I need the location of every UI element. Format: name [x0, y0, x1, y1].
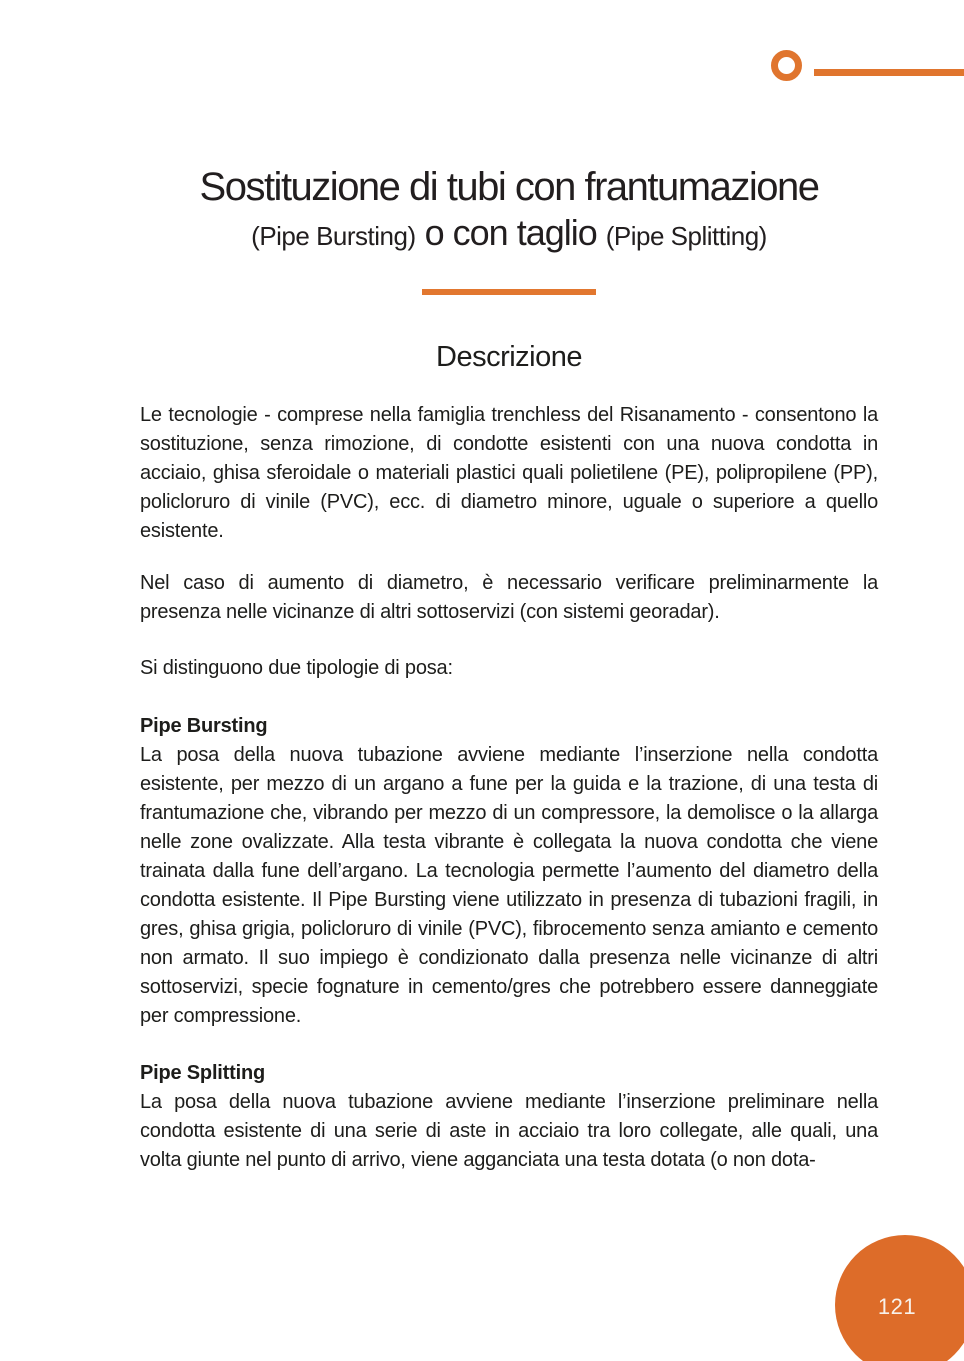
subheading-pipe-bursting: Pipe Bursting	[140, 715, 268, 737]
title-divider-rule	[422, 289, 596, 295]
subheading-pipe-splitting: Pipe Splitting	[140, 1062, 265, 1084]
subtitle-pipe-splitting: (Pipe Splitting)	[605, 221, 767, 251]
subtitle-o-con-taglio: o con taglio	[424, 212, 597, 253]
intro-paragraph-1: Le tecnologie - comprese nella famiglia trenchless del Risanamento - consentono la sostituzione, senza rimozione, di condotte esistenti con una nuova condotta in acciaio, ghisa sferoidale o materiali plastici quali polietilene (PE), polipropilene (PP), policloruro di vinile (PVC), ecc. di diametro minore, uguale o superiore a quello esistente.	[140, 404, 878, 542]
subtitle-pipe-bursting: (Pipe Bursting)	[251, 221, 416, 251]
section-heading-descrizione: Descrizione	[436, 341, 582, 373]
page-title: Sostituzione di tubi con frantumazione	[199, 165, 819, 209]
pipe-splitting-paragraph: La posa della nuova tubazione avviene mediante l’inserzione preliminare nella condotta esistente di una serie di aste in acciaio tra loro collegate, alle quali, una volta giunte nel punto di arrivo, viene agganciata una testa dotata (o non dota-	[140, 1091, 878, 1171]
page-number: 121	[877, 1294, 917, 1319]
page-subtitle	[140, 213, 878, 261]
page-number-badge	[835, 1235, 964, 1361]
intro-paragraph-3: Si distinguono due tipologie di posa:	[140, 657, 453, 679]
content-column	[140, 0, 878, 1175]
pipe-bursting-paragraph: La posa della nuova tubazione avviene mediante l’inserzione nella condotta esistente, per mezzo di un argano a fune per la guida e la trazione, di una testa di frantumazione che, vibrando per mezzo di un compressore, la demolisce o la allarga nelle zone ovalizzate. Alla testa vibrante è collegata la nuova condotta che viene trainata dalla fune dell’argano. La tecnologia permette l’aumento del diametro della condotta esistente. Il Pipe Bursting viene utilizzato in presenza di tubazioni fragili, in gres, ghisa grigia, policloruro di vinile (PVC), fibrocemento senza amianto e cemento non armato. Il suo impiego è condizionato dalla presenza nelle vicinanze di altri sottoservizi, specie fognature in cemento/gres che potrebbero essere danneggiate per compressione.	[140, 744, 878, 1027]
intro-paragraph-2: Nel caso di aumento di diametro, è necessario verificare preliminarmente la presenza nelle vicinanze di altri sottoservizi (con sistemi georadar).	[140, 572, 878, 623]
